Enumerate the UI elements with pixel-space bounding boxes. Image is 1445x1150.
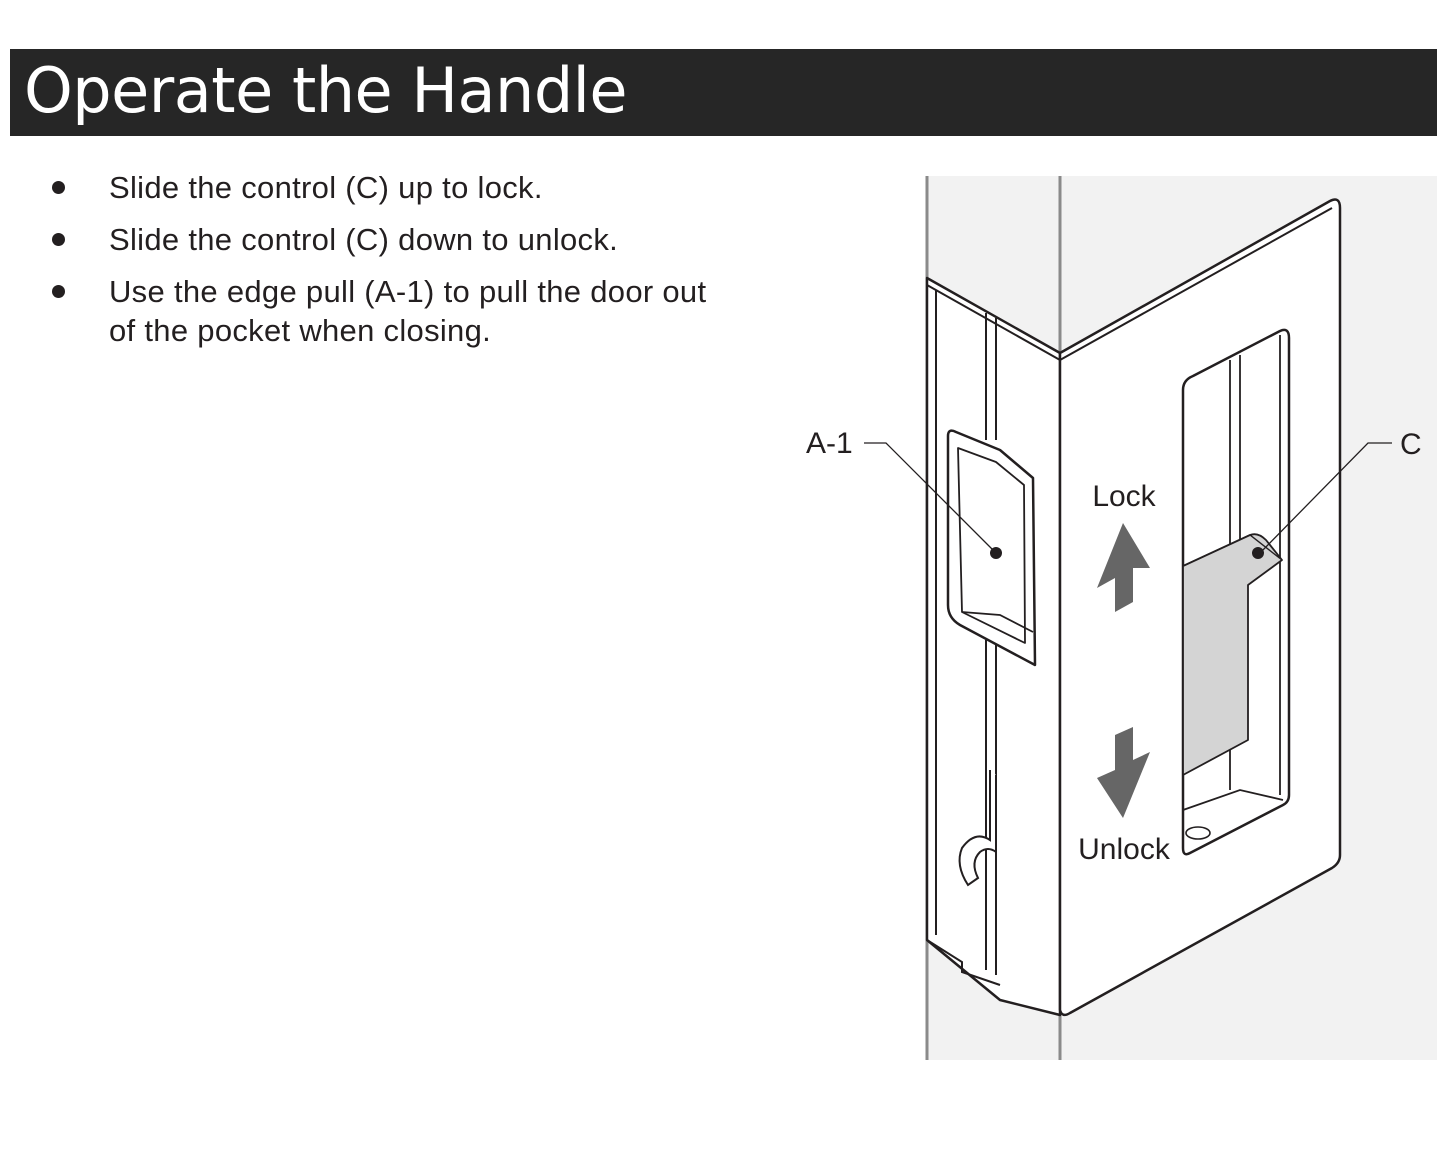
instruction-text: Slide the control (C) up to lock. <box>109 170 543 205</box>
callout-c-dot <box>1252 547 1264 559</box>
callout-c-label: C <box>1400 428 1422 461</box>
instruction-text: Slide the control (C) down to unlock. <box>109 222 619 257</box>
callout-a1-label: A-1 <box>806 427 853 460</box>
control-screw <box>1186 827 1210 839</box>
callout-a1-dot <box>990 547 1002 559</box>
page-title: Operate the Handle <box>24 54 628 127</box>
unlock-label: Unlock <box>1078 833 1170 866</box>
door-edge-face <box>927 278 1060 1015</box>
instruction-text: Use the edge pull (A-1) to pull the door out of the pocket when closing. <box>109 274 707 348</box>
lock-label: Lock <box>1092 480 1156 513</box>
